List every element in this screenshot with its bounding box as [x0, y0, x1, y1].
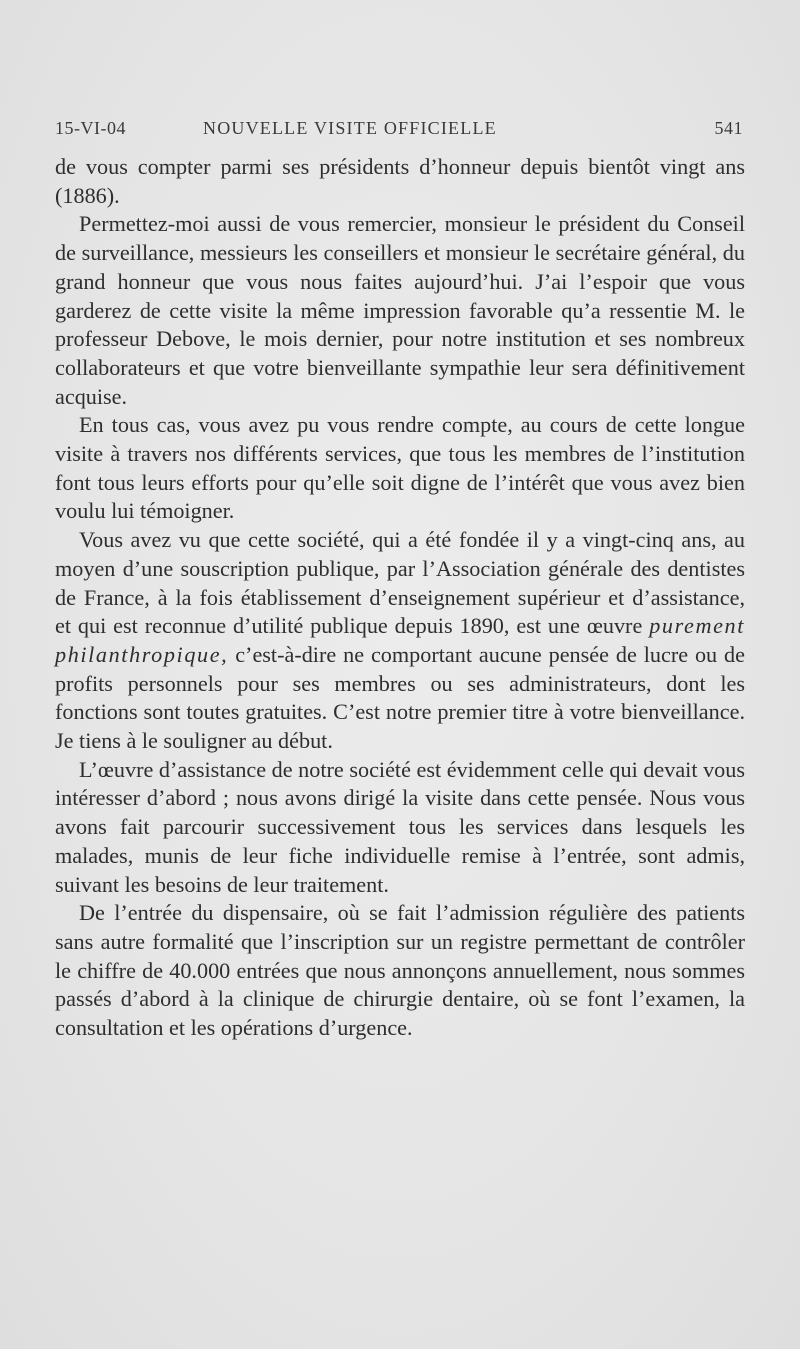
header-title: NOUVELLE VISITE OFFICIELLE	[203, 118, 497, 138]
paragraph-4-before: Vous avez vu que cette société, qui a été fondée il y a vingt-cinq ans, au moyen d’une souscription publique, par l’Association générale des dentistes de France, à la fois établissement d’enseignement supérieur et d’assistance, et qui est reconnue d’utilité publique depuis 1890, est une œuvre	[55, 527, 745, 639]
paragraph-4	[55, 526, 745, 756]
paragraph-4-after: c’est-à-dire ne comportant aucune pensée de lucre ou de profits personnels pour ses membres ou ses administrateurs, dont les fonctions sont toutes gratuites. C’est notre premier titre à votre bienveillance. Je tiens à le souligner au début.	[55, 641, 745, 754]
page-number: 541	[714, 118, 743, 138]
running-head	[55, 118, 743, 148]
paragraph-5: L’œuvre d’assistance de notre société est évidemment celle qui devait vous intéresser d’abord ; nous avons dirigé la visite dans cette pensée. Nous vous avons fait parcourir successivement tous les services dans lesquels les malades, munis de leur fiche individuelle remise à l’entrée, sont admis, suivant les besoins de leur traitement.	[55, 756, 745, 897]
body-text	[55, 153, 745, 1043]
paragraph-6: De l’entrée du dispensaire, où se fait l’admission régulière des patients sans autre formalité que l’inscription sur un registre permettant de contrôler le chiffre de 40.000 entrées que nous annonçons annuellement, nous sommes passés d’abord à la clinique de chirurgie dentaire, où se font l’examen, la consultation et les opérations d’urgence.	[55, 900, 745, 1041]
paragraph-1: de vous compter parmi ses présidents d’honneur depuis bientôt vingt ans (1886).	[55, 154, 745, 208]
paragraph-4-italic-phrase: purement philanthropique,	[55, 613, 745, 667]
header-date: 15-VI-04	[55, 118, 126, 138]
paragraph-3: En tous cas, vous avez pu vous rendre compte, au cours de cette longue visite à travers nos différents services, que tous les membres de l’institution font tous leurs efforts pour qu’elle soit digne de l’intérêt que vous avez bien voulu lui témoigner.	[55, 412, 745, 524]
paragraph-2: Permettez-moi aussi de vous remercier, monsieur le président du Conseil de surveillance, messieurs les conseillers et monsieur le secrétaire général, du grand honneur que vous nous faites aujourd’hui. J’ai l’espoir que vous garderez de cette visite la même impression favorable qu’a ressentie M. le professeur Debove, le mois dernier, pour notre institution et ses nombreux collaborateurs et que votre bienveillante sympathie leur sera définitivement acquise.	[55, 211, 745, 409]
